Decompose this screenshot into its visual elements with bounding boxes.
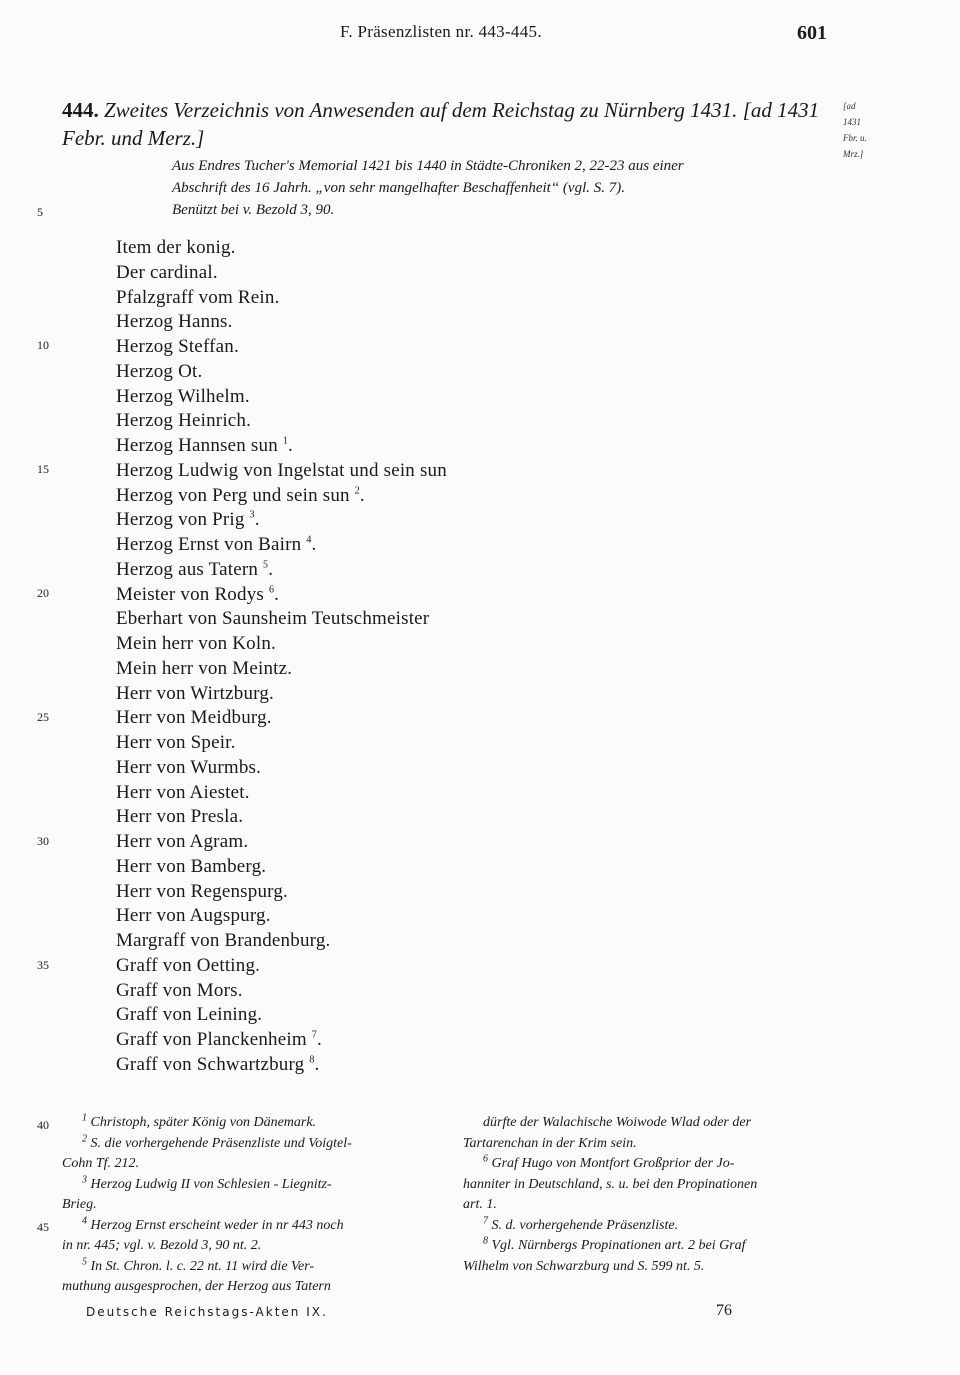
- footnote-text: muthung ausgesprochen, der Herzog aus Tatern: [62, 1279, 331, 1294]
- line-number: 20: [37, 586, 49, 600]
- running-head: F. Präsenzlisten nr. 443-445.: [340, 22, 542, 41]
- attendee-name: Herzog Hannsen sun: [116, 435, 278, 456]
- footnote-text: dürfte der Walachische Woiwode Wlad oder der: [483, 1115, 752, 1130]
- footnote: [463, 1113, 838, 1154]
- line-number: 40: [37, 1118, 49, 1132]
- line-number: 35: [37, 958, 49, 972]
- attendee-entry: [116, 855, 447, 880]
- attendee-punct: .: [359, 484, 365, 506]
- attendee-entry: [116, 335, 447, 360]
- footnote-text: S. die vorhergehende Präsenzliste und Voigtel-: [90, 1135, 352, 1151]
- footnote-ref: 2: [354, 485, 360, 497]
- source-note-line: Aus Endres Tucher's Memorial 1421 bis 1440 in Städte-Chroniken 2, 22-23 aus einer: [172, 158, 684, 174]
- footnote-text: Brieg.: [62, 1197, 97, 1212]
- attendee-entry: [116, 558, 447, 583]
- attendee-name: Graff von Leining.: [116, 1004, 263, 1026]
- footnote-line: [62, 1175, 422, 1196]
- footnote-line: [463, 1175, 838, 1196]
- sheet-signature: 76: [716, 1302, 732, 1319]
- attendee-name: Mein herr von Koln.: [116, 633, 276, 654]
- attendee-name: Der cardinal.: [116, 261, 218, 283]
- footnote-mark: 1: [82, 1112, 87, 1124]
- attendee-entry: [116, 409, 447, 434]
- attendee-entry: [116, 830, 447, 855]
- attendee-punct: .: [254, 509, 260, 531]
- footnote-text: Wilhelm von Schwarzburg und S. 599 nt. 5.: [463, 1258, 705, 1274]
- attendee-entry: [116, 434, 447, 459]
- footnote-line: [62, 1195, 422, 1216]
- attendee-name: Graff von Oetting.: [116, 954, 261, 976]
- attendee-name: Herr von Speir.: [116, 732, 236, 753]
- attendee-entry: [116, 781, 447, 806]
- margin-note-line: Fbr. u.: [843, 133, 867, 143]
- footnote-mark: 3: [82, 1173, 87, 1185]
- attendee-name: Herzog Ernst von Bairn: [116, 534, 302, 555]
- attendee-entry: [116, 682, 447, 707]
- footnote-ref: 7: [311, 1029, 317, 1041]
- page-number: 601: [797, 22, 827, 44]
- footnote-line: [463, 1154, 838, 1175]
- footnote-mark: 5: [82, 1255, 87, 1267]
- attendee-entry: [116, 261, 447, 286]
- footnote-ref: 6: [268, 584, 275, 596]
- footnote-mark: 4: [82, 1214, 87, 1226]
- source-note: [172, 155, 852, 221]
- source-note-line: Benützt bei v. Bezold 3, 90.: [172, 202, 335, 218]
- footnote-text: hanniter in Deutschland, s. u. bei den Propinationen: [463, 1176, 758, 1192]
- attendee-name: Herr von Meidburg.: [116, 707, 272, 729]
- footnote: [463, 1236, 838, 1277]
- footnote-line: [463, 1113, 838, 1134]
- document-heading: [62, 96, 822, 152]
- footnote-line: [62, 1154, 422, 1175]
- footnote-line: [62, 1236, 422, 1257]
- line-number: 45: [37, 1220, 49, 1234]
- footnote: [62, 1175, 422, 1216]
- footnote-text: In St. Chron. l. c. 22 nt. 11 wird die Ver-: [90, 1258, 315, 1274]
- footnote-line: [62, 1257, 422, 1278]
- attendee-name: Margraff von Brandenburg.: [116, 930, 331, 951]
- footnote-line: [463, 1257, 838, 1278]
- footnote-line: [463, 1195, 838, 1216]
- attendee-name: Herzog von Prig: [116, 509, 245, 531]
- attendee-name: Herr von Wirtzburg.: [116, 682, 274, 704]
- attendee-name: Herzog aus Tatern: [116, 558, 259, 580]
- attendee-punct: .: [268, 558, 274, 580]
- attendee-punct: .: [288, 435, 293, 456]
- attendee-punct: .: [311, 534, 317, 555]
- footnote: [62, 1257, 422, 1298]
- attendee-entry: [116, 607, 447, 632]
- attendee-name: Meister von Rodys: [116, 583, 265, 605]
- source-note-line: Abschrift des 16 Jahrh. „von sehr mangelhafter Beschaffenheit“ (vgl. S. 7).: [172, 180, 625, 196]
- attendee-punct: .: [317, 1029, 322, 1050]
- footnote-mark: 8: [483, 1235, 488, 1247]
- footnote-line: [463, 1236, 838, 1257]
- footnote-mark: 6: [483, 1153, 488, 1165]
- footnote-line: [463, 1216, 838, 1237]
- attendee-entry: [116, 756, 447, 781]
- attendee-entry: [116, 385, 447, 410]
- attendee-entry: [116, 706, 447, 731]
- footnote-text: Herzog Ernst erscheint weder in nr 443 noch: [90, 1217, 344, 1233]
- margin-note-line: Mrz.]: [843, 149, 864, 159]
- attendee-name: Herzog Ot.: [116, 360, 203, 382]
- attendee-entry: [116, 310, 447, 335]
- attendee-entry: [116, 929, 447, 954]
- footnote-mark: 7: [483, 1214, 488, 1226]
- attendee-entry: [116, 979, 447, 1004]
- footnote-line: [62, 1277, 422, 1298]
- attendee-entry: [116, 508, 447, 533]
- footnote: [62, 1216, 422, 1257]
- footnote-text: art. 1.: [463, 1197, 497, 1212]
- footnote-ref: 1: [282, 435, 289, 447]
- attendee-entry: [116, 657, 447, 682]
- attendee-name: Herr von Aiestet.: [116, 781, 250, 803]
- footnotes-left-column: [62, 1113, 422, 1298]
- margin-note-line: 1431: [843, 117, 861, 127]
- attendee-punct: .: [274, 583, 280, 605]
- attendee-entry: [116, 904, 447, 929]
- attendee-name: Graff von Planckenheim: [116, 1029, 307, 1050]
- attendee-name: Pfalzgraff vom Rein.: [116, 286, 280, 308]
- attendee-name: Herr von Bamberg.: [116, 855, 267, 877]
- attendee-punct: .: [314, 1053, 320, 1075]
- attendee-entry: [116, 731, 447, 756]
- footnote-line: [463, 1134, 838, 1155]
- footnote-line: [62, 1134, 422, 1155]
- attendee-entry: [116, 236, 447, 261]
- margin-date-note: [843, 98, 883, 162]
- attendee-name: Graff von Mors.: [116, 979, 243, 1001]
- footnote: [463, 1154, 838, 1216]
- line-number: 25: [37, 710, 49, 724]
- attendee-entry: [116, 1028, 447, 1053]
- document-number: 444.: [62, 98, 99, 122]
- attendee-name: Herr von Presla.: [116, 806, 244, 828]
- attendee-entry: [116, 880, 447, 905]
- footnote-text: Cohn Tf. 212.: [62, 1156, 140, 1171]
- footnote-text: S. d. vorhergehende Präsenzliste.: [491, 1217, 679, 1233]
- footnote-text: in nr. 445; vgl. v. Bezold 3, 90 nt. 2.: [62, 1238, 262, 1253]
- attendee-entry: [116, 583, 447, 608]
- footnote: [463, 1216, 838, 1237]
- line-number: 30: [37, 834, 49, 848]
- footnote-text: Herzog Ludwig II von Schlesien - Liegnitz-: [90, 1176, 332, 1192]
- attendee-entry: [116, 533, 447, 558]
- margin-note-line: [ad: [843, 101, 856, 111]
- attendee-name: Item der konig.: [116, 237, 236, 258]
- attendee-entry: [116, 805, 447, 830]
- footnote-ref: 5: [263, 559, 269, 571]
- attendee-name: Herzog Wilhelm.: [116, 385, 250, 407]
- attendee-name: Herr von Regenspurg.: [116, 880, 288, 902]
- attendee-name: Herzog Ludwig von Ingelstat und sein sun: [116, 459, 447, 481]
- footnote-text: Tartarenchan in der Krim sein.: [463, 1135, 637, 1151]
- attendee-name: Herzog Heinrich.: [116, 410, 252, 432]
- footnotes-right-column: [463, 1113, 838, 1277]
- line-number: 10: [37, 338, 49, 352]
- attendee-entry: [116, 360, 447, 385]
- attendee-name: Herr von Augspurg.: [116, 905, 271, 927]
- footnote-ref: 3: [249, 509, 255, 521]
- footnote-line: [62, 1216, 422, 1237]
- attendee-name: Herr von Agram.: [116, 831, 249, 852]
- attendee-list: [116, 236, 447, 1078]
- attendee-name: Herzog von Perg und sein sun: [116, 484, 350, 506]
- line-number: 15: [37, 462, 49, 476]
- footnote-mark: 2: [82, 1132, 87, 1144]
- footnote-text: Graf Hugo von Montfort Großprior der Jo-: [491, 1156, 735, 1171]
- attendee-entry: [116, 954, 447, 979]
- attendee-entry: [116, 1053, 447, 1078]
- attendee-name: Herzog Hanns.: [116, 311, 233, 333]
- attendee-entry: [116, 632, 447, 657]
- attendee-name: Eberhart von Saunsheim Teutschmeister: [116, 608, 430, 630]
- footnote-line: [62, 1113, 422, 1134]
- document-date: [ad 1431 Febr. und Merz.]: [62, 98, 820, 150]
- document-title: Zweites Verzeichnis von Anwesenden auf dem Reichstag zu Nürnberg 1431.: [104, 98, 738, 122]
- footnote-ref: 8: [309, 1054, 315, 1066]
- footnote: [62, 1134, 422, 1175]
- footnote-ref: 4: [306, 534, 312, 546]
- attendee-name: Mein herr von Meintz.: [116, 657, 293, 679]
- footnote-text: Christoph, später König von Dänemark.: [90, 1115, 317, 1130]
- attendee-entry: [116, 1003, 447, 1028]
- attendee-name: Herzog Steffan.: [116, 336, 239, 357]
- volume-signature: Deutsche Reichstags-Akten IX.: [86, 1305, 328, 1319]
- attendee-entry: [116, 459, 447, 484]
- footnote: [62, 1113, 422, 1134]
- attendee-name: Herr von Wurmbs.: [116, 756, 262, 778]
- attendee-entry: [116, 484, 447, 509]
- attendee-name: Graff von Schwartzburg: [116, 1053, 305, 1075]
- footnote-text: Vgl. Nürnbergs Propinationen art. 2 bei Graf: [491, 1238, 746, 1253]
- line-number: 5: [37, 205, 43, 219]
- attendee-entry: [116, 286, 447, 311]
